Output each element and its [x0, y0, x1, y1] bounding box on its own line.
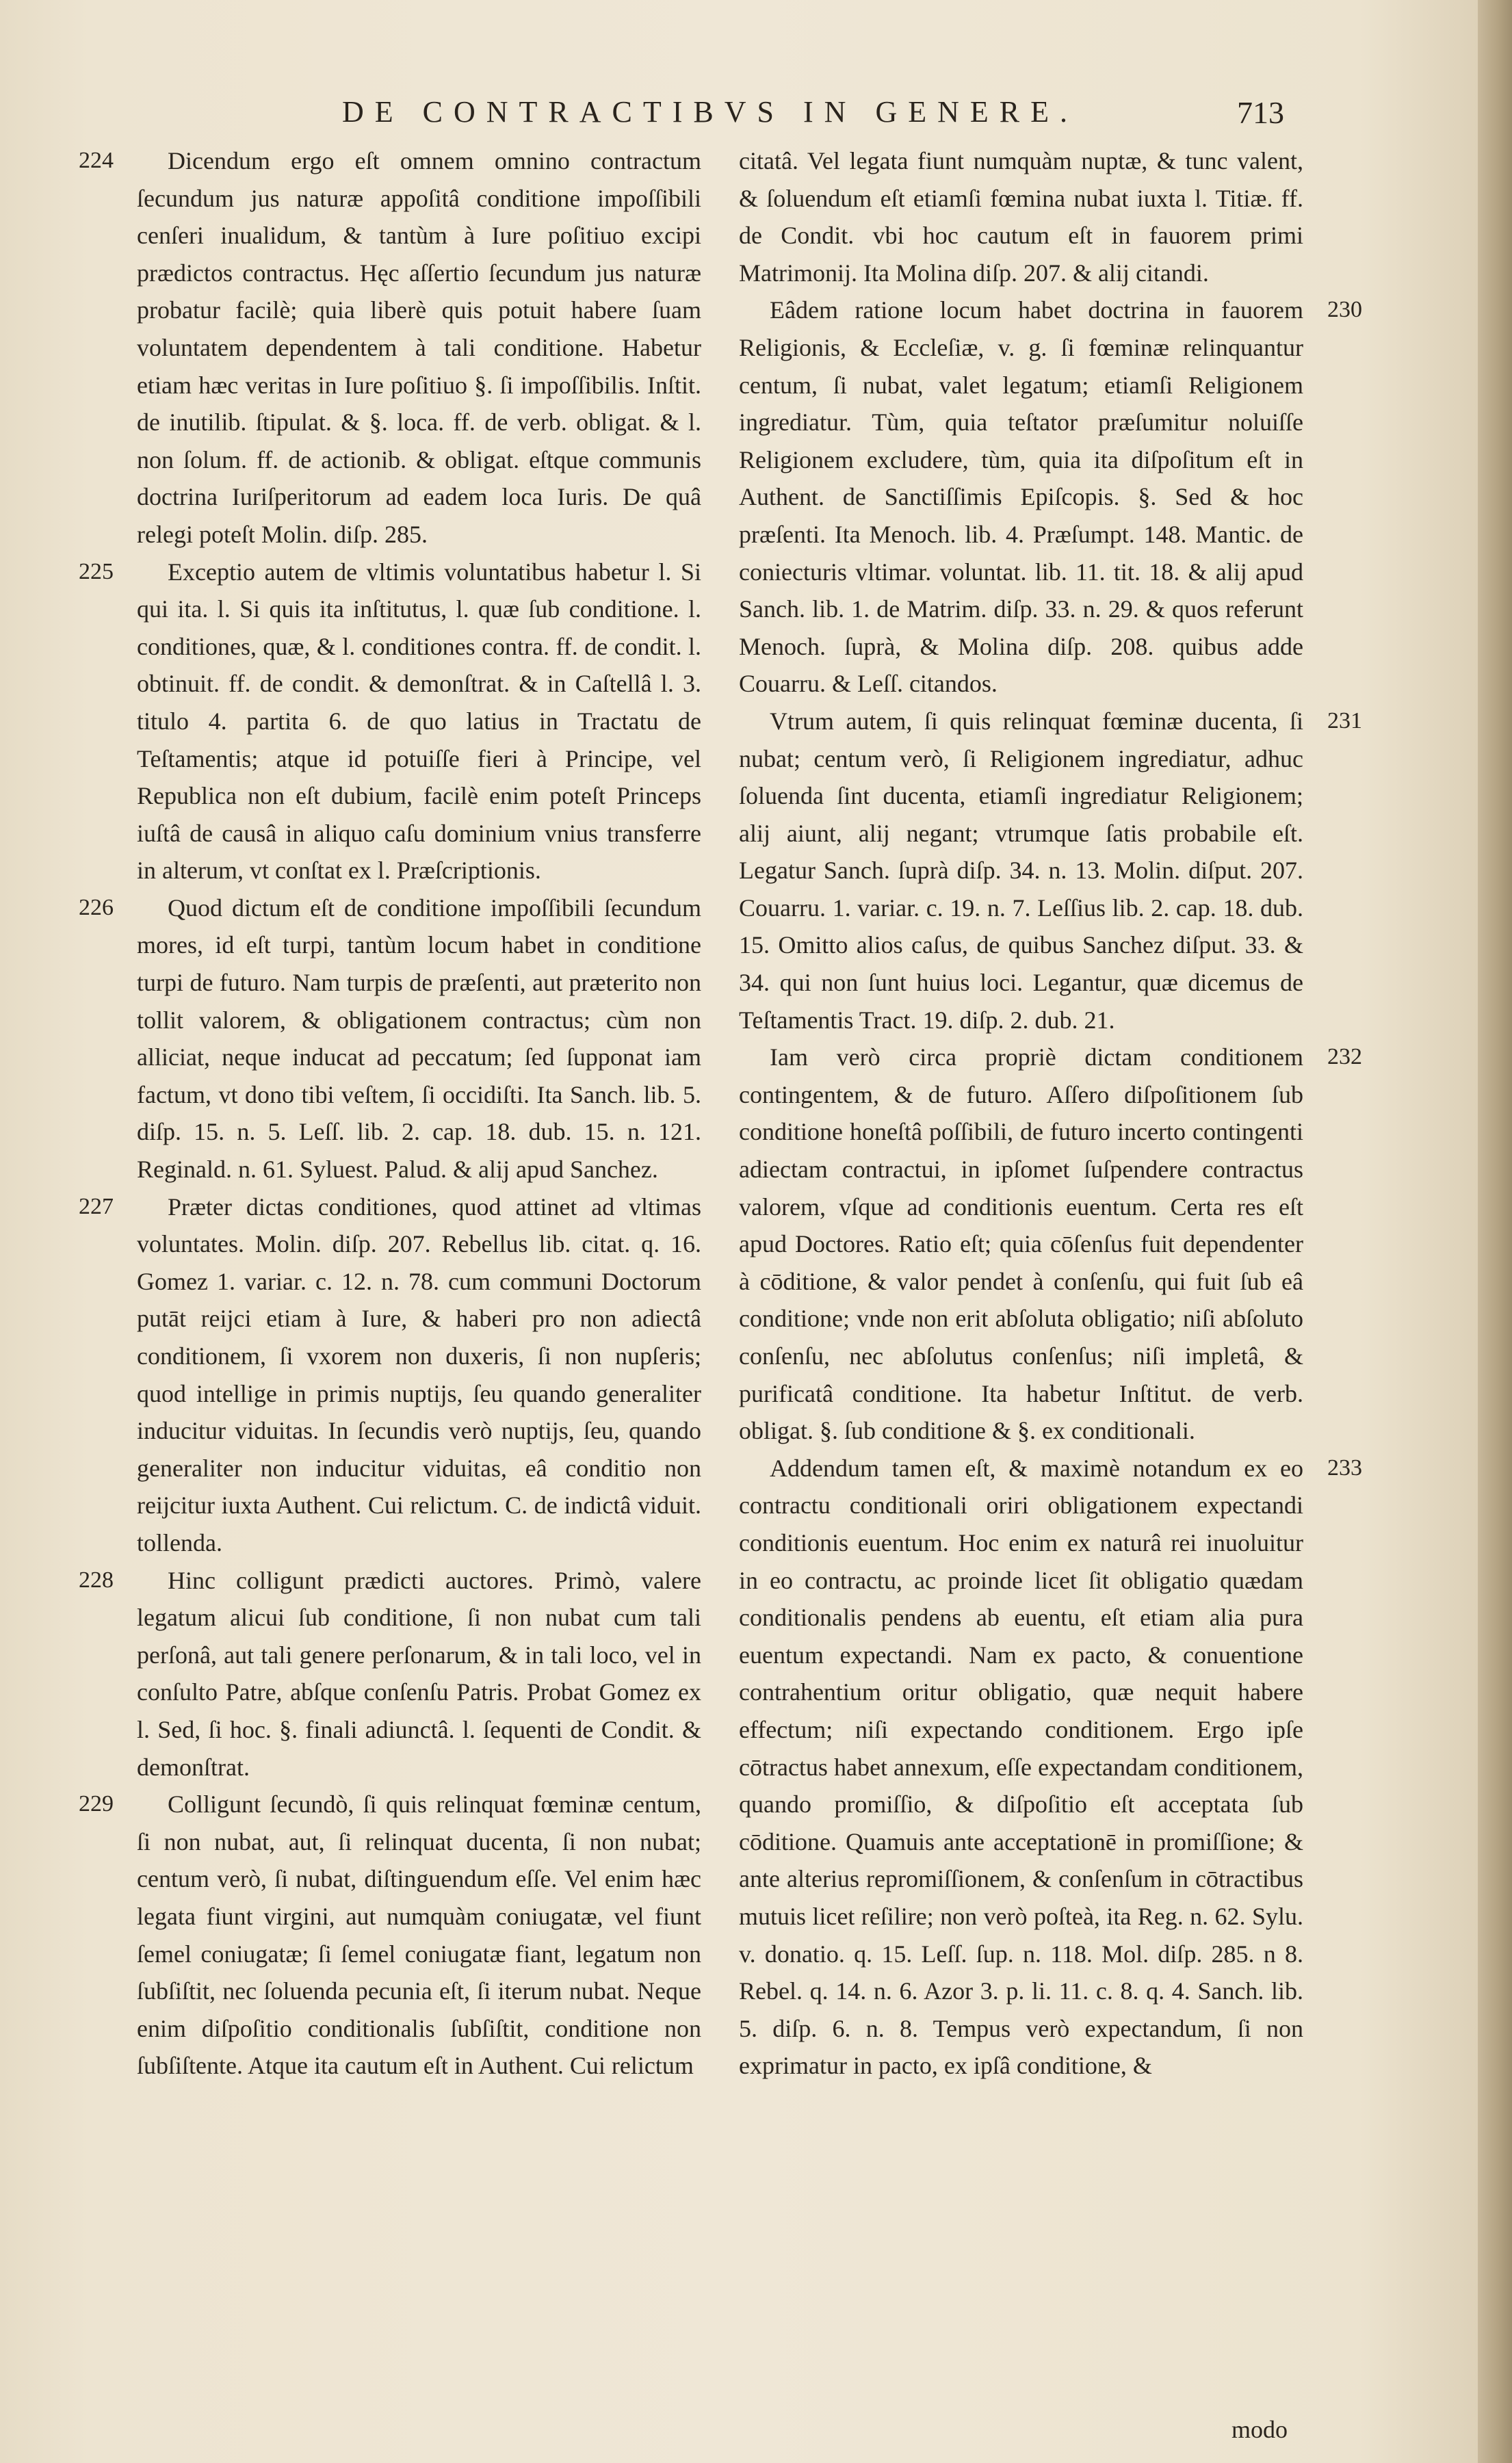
paragraph-text: Iam verò circa propriè dictam conditionem contingentem, & de futuro. Aſſero diſpoſitionem ſub conditione honeſtâ poſſibili, de futuro incerto contingenti adiectam contractui, in ipſomet ſuſpendere contractus valorem, vſque ad conditionis euentum. Certa res eſt apud Doctores. Ratio eſt; quia cōſenſus fuit dependenter à cōditione, & valor pendet à conſenſu, qui fuit ſub eâ conditione; vnde non erit abſoluta obligatio; niſi abſoluto conſenſu, nec abſolutus conſenſus; niſi impletâ, & purificatâ conditione. Ita habetur Inſtitut. de verb. obligat. §. ſub conditione & §. ex conditionali.	[739, 1043, 1303, 1445]
margin-number: 228	[79, 1567, 114, 1593]
margin-number: 231	[1327, 707, 1362, 733]
paragraph-232	[739, 1039, 1362, 1450]
margin-number: 227	[79, 1193, 114, 1219]
paragraph-230	[739, 291, 1362, 703]
page-edge	[1478, 0, 1512, 2463]
running-head: DE CONTRACTIBVS IN GENERE.	[342, 95, 1078, 129]
paragraph-text: Colligunt ſecundò, ſi quis relinquat fœminæ centum, ſi non nubat, aut, ſi relinquat ducenta, ſi non nubat; centum verò, ſi nubat, diſtinguendum eſſe. Vel enim hæc legata fiunt virgini, aut numquàm coniugatæ, vel fiunt ſemel coniugatæ; ſi ſemel coniugatæ fiant, legatum non ſubſiſtit, nec ſoluenda pecunia eſt, ſi iterum nubat. Neque enim diſpoſitio conditionalis ſubſiſtit, conditione non ſubſiſtente. Atque ita cautum eſt in Authent. Cui relictum	[137, 1790, 701, 2080]
margin-number: 230	[1327, 297, 1362, 323]
margin-number: 229	[79, 1791, 114, 1817]
margin-number: 225	[79, 558, 114, 584]
paragraph-text: Quod dictum eſt de conditione impoſſibili ſecundum mores, id eſt turpi, tantùm locum habet in conditione turpi de futuro. Nam turpis de præſenti, aut præterito non tollit valorem, & obligationem contractus; cùm non alliciat, neque inducat ad peccatum; ſed ſupponat iam factum, vt dono tibi veſtem, ſi occidiſti. Ita Sanch. lib. 5. diſp. 15. n. 5. Leſſ. lib. 2. cap. 18. dub. 15. n. 121. Reginald. n. 61. Syluest. Palud. & alij apud Sanchez.	[137, 894, 701, 1184]
paragraph-226	[79, 889, 701, 1188]
paragraph-224	[79, 142, 701, 553]
paragraph-225	[79, 553, 701, 889]
paragraph-227	[79, 1188, 701, 1562]
paragraph-228	[79, 1562, 701, 1786]
paragraph-231	[739, 703, 1362, 1039]
paragraph-text: Vtrum autem, ſi quis relinquat fœminæ ducenta, ſi nubat; centum verò, ſi Religionem ingrediatur, adhuc ſoluenda ſint ducenta, etiamſi ingrediatur Religionem; alij aiunt, alij negant; vtrumque ſatis probabile eſt. Legatur Sanch. ſuprà diſp. 34. n. 13. Molin. diſput. 207. Couarru. 1. variar. c. 19. n. 7. Leſſius lib. 2. cap. 18. dub. 15. Omitto alios caſus, de quibus Sanchez diſput. 33. & 34. qui non ſunt huius loci. Legantur, quæ dicemus de Teſtamentis Tract. 19. diſp. 2. dub. 21.	[739, 707, 1303, 1034]
paragraph-text: citatâ. Vel legata fiunt numquàm nuptæ, & tunc valent, & ſoluendum eſt etiamſi fœmina nubat iuxta l. Titiæ. ff. de Condit. vbi hoc cautum eſt in fauorem primi Matrimonij. Ita Molina diſp. 207. & alij citandi.	[739, 147, 1303, 287]
margin-number: 224	[79, 148, 114, 173]
catchword: modo	[1231, 2416, 1288, 2443]
paragraph-text: Addendum tamen eſt, & maximè notandum ex eo contractu conditionali oriri obligationem expectandi conditionis euentum. Hoc enim ex naturâ rei inuoluitur in eo contractu, ac proinde licet ſit obligatio quædam conditionalis pendens ab euentu, eſt etiam alia pura euentum expectandi. Nam ex pacto, & conuentione contrahentium oritur obligatio, quæ nequit habere effectum; niſi expectando conditionem. Ergo ipſe cōtractus habet annexum, eſſe expectandam conditionem, quando promiſſio, & diſpoſitio eſt acceptata ſub cōditione. Quamuis ante acceptationē in promiſſione; & ante alterius repromiſſionem, & conſenſum in cōtractibus mutuis licet reſilire; non verò poſteà, ita Reg. n. 62. Sylu. v. donatio. q. 15. Leſſ. ſup. n. 118. Mol. diſp. 285. n 8. Rebel. q. 14. n. 6. Azor 3. p. li. 11. c. 8. q. 4. Sanch. lib. 5. diſp. 6. n. 8. Tempus verò expectandum, ſi non exprimatur in pacto, ex ipſâ conditione, &	[739, 1454, 1303, 2080]
paragraph-text: Hinc colligunt prædicti auctores. Primò, valere legatum alicui ſub conditione, ſi non nubat cum tali perſonâ, aut tali genere perſonarum, & in tali loco, vel in conſulto Patre, abſque conſenſu Patris. Probat Gomez ex l. Sed, ſi hoc. §. finali adiunctâ. l. ſequenti de Condit. & demonſtrat.	[137, 1566, 701, 1781]
paragraph-text: Eâdem ratione locum habet doctrina in fauorem Religionis, & Eccleſiæ, v. g. ſi fœminæ relinquantur centum, ſi nubat, valet legatum; etiamſi Religionem ingrediatur. Tùm, quia teſtator præſumitur noluiſſe Religionem excludere, tùm, quia ita diſpoſitum eſt in Authent. de Sanctiſſimis Epiſcopis. §. Sed & hoc præſenti. Ita Menoch. lib. 4. Præſumpt. 148. Mantic. de coniecturis vltimar. voluntat. lib. 11. tit. 18. & alij apud Sanch. lib. 1. de Matrim. diſp. 33. n. 29. & quos referunt Menoch. ſuprà, & Molina diſp. 208. quibus adde Couarru. & Leſſ. citandos.	[739, 296, 1303, 698]
paragraph-text: Dicendum ergo eſt omnem omnino contractum ſecundum jus naturæ appoſitâ conditione impoſſibili cenſeri inualidum, & tantùm à Iure poſitiuo excipi prædictos contractus. Hęc aſſertio ſecundum jus naturæ probatur facilè; quia liberè quis potuit habere ſuam voluntatem dependentem à tali conditione. Habetur etiam hæc veritas in Iure poſitiuo §. ſi impoſſibilis. Inſtit. de inutilib. ſtipulat. & §. loca. ff. de verb. obligat. & l. non ſolum. ff. de actionib. & obligat. eſtque communis doctrina Iuriſperitorum ad eadem loca Iuris. De quâ relegi poteſt Molin. diſp. 285.	[137, 147, 701, 548]
paragraph-229	[79, 1786, 701, 2085]
left-column	[79, 142, 701, 2085]
margin-number: 232	[1327, 1044, 1362, 1070]
paragraph-text: Præter dictas conditiones, quod attinet ad vltimas voluntates. Molin. diſp. 207. Rebellus lib. citat. q. 16. Gomez 1. variar. c. 12. n. 78. cum communi Doctorum putāt reijci etiam à Iure, & haberi pro non adiectâ conditionem, ſi vxorem non duxeris, ſi non nupſeris; quod intellige in primis nuptijs, ſeu quando generaliter inducitur viduitas. In ſecundis verò nuptijs, ſeu, quando generaliter non inducitur viduitas, eâ conditio non reijcitur iuxta Authent. Cui relictum. C. de indictâ viduit. tollenda.	[137, 1193, 701, 1556]
page-header	[0, 94, 1478, 135]
paragraph-233	[739, 1450, 1362, 2085]
right-column	[739, 142, 1362, 2085]
paragraph-229-continued	[739, 142, 1303, 291]
margin-number: 226	[79, 894, 114, 920]
page-number: 713	[1237, 95, 1284, 130]
paragraph-text: Exceptio autem de vltimis voluntatibus habetur l. Si qui ita. l. Si quis ita inſtitutus, l. quæ ſub conditione. l. conditiones, quæ, & l. conditiones contra. ff. de condit. l. obtinuit. ff. de condit. & demonſtrat. & in Caſtellâ l. 3. titulo 4. partita 6. de quo latius in Tractatu de Teſtamentis; atque id potuiſſe fieri à Principe, vel Republica non eſt dubium, facilè enim poteſt Princeps iuſtâ de causâ in aliquo caſu dominium vnius transferre in alterum, vt conſtat ex l. Præſcriptionis.	[137, 558, 701, 885]
margin-number: 233	[1327, 1455, 1362, 1481]
